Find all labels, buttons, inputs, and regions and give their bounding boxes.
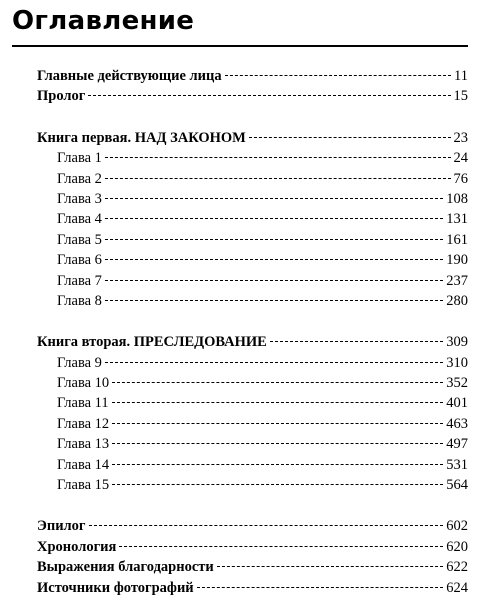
dot-leader: [112, 443, 443, 444]
toc-page-number: 190: [446, 252, 468, 269]
dot-leader: [197, 587, 444, 588]
toc-entry-label: Глава 3: [57, 190, 102, 207]
toc-chapter-entry[interactable]: [37, 291, 468, 311]
dot-leader: [270, 341, 443, 342]
toc-page-number: 23: [453, 129, 468, 146]
dot-leader: [112, 423, 443, 424]
toc-chapter-entry[interactable]: [37, 250, 468, 270]
toc-page-number: 620: [446, 538, 468, 555]
dot-leader: [249, 137, 451, 138]
page-title: Оглавление: [12, 6, 195, 36]
dot-leader: [89, 525, 444, 526]
dot-leader: [105, 300, 443, 301]
toc-entry-label: Глава 6: [57, 252, 102, 269]
toc-page-number: 602: [446, 518, 468, 535]
toc-entry-label: Глава 11: [57, 395, 109, 412]
toc-entry-label: Глава 1: [57, 150, 102, 167]
toc-entry-label: Выражения благодарности: [37, 559, 214, 576]
dot-leader: [112, 484, 443, 485]
toc-page-number: 108: [446, 190, 468, 207]
toc-entry-label: Хронология: [37, 538, 117, 555]
toc-page-number: 401: [446, 395, 468, 412]
toc-page-number: 131: [446, 211, 468, 228]
dot-leader: [105, 239, 443, 240]
toc-page-number: 309: [446, 334, 468, 351]
toc-chapter-entry[interactable]: [37, 169, 468, 189]
toc-page-number: 463: [446, 415, 468, 432]
toc-section: [37, 66, 468, 107]
toc-page-number: 352: [446, 375, 468, 392]
dot-leader: [217, 566, 444, 567]
toc-page-number: 624: [446, 579, 468, 596]
toc-entry[interactable]: [37, 66, 468, 86]
toc-entry-label: Книга вторая. ПРЕСЛЕДОВАНИЕ: [37, 334, 267, 351]
toc-page-number: 11: [454, 68, 468, 84]
toc-chapter-entry[interactable]: [37, 434, 468, 454]
dot-leader: [105, 259, 443, 260]
dot-leader: [105, 157, 451, 158]
toc-section: [37, 516, 468, 598]
table-of-contents: [37, 66, 468, 598]
toc-page-number: 531: [446, 456, 468, 473]
toc-chapter-entry[interactable]: [37, 455, 468, 475]
title-underline: [12, 45, 468, 47]
toc-chapter-entry[interactable]: [37, 373, 468, 393]
toc-entry[interactable]: [37, 516, 468, 536]
toc-entry-label: Глава 8: [57, 292, 102, 309]
toc-entry-label: Источники фотографий: [37, 579, 194, 596]
toc-entry-label: Глава 15: [57, 477, 110, 494]
toc-entry-label: Глава 7: [57, 272, 102, 289]
toc-entry[interactable]: [37, 128, 468, 148]
toc-page-number: 161: [446, 231, 468, 248]
dot-leader: [105, 362, 443, 363]
toc-entry-label: Глава 9: [57, 354, 102, 371]
toc-page-number: 622: [446, 559, 468, 576]
toc-page-number: 15: [453, 88, 468, 105]
dot-leader: [88, 95, 450, 96]
dot-leader: [105, 178, 451, 179]
toc-entry-label: Глава 14: [57, 456, 110, 473]
toc-entry-label: Пролог: [37, 88, 86, 105]
toc-entry[interactable]: [37, 332, 468, 352]
toc-page-number: 310: [446, 354, 468, 371]
toc-chapter-entry[interactable]: [37, 230, 468, 250]
toc-entry-label: Главные действующие лица: [37, 68, 222, 84]
toc-entry-label: Глава 10: [57, 375, 110, 392]
toc-chapter-entry[interactable]: [37, 353, 468, 373]
dot-leader: [105, 198, 443, 199]
dot-leader: [112, 464, 443, 465]
toc-page-number: 497: [446, 436, 468, 453]
toc-page-number: 564: [446, 477, 468, 494]
toc-section: [37, 332, 468, 495]
toc-entry-label: Глава 12: [57, 415, 110, 432]
dot-leader: [105, 280, 443, 281]
dot-leader: [105, 218, 443, 219]
toc-entry-label: Книга первая. НАД ЗАКОНОМ: [37, 129, 246, 146]
toc-chapter-entry[interactable]: [37, 148, 468, 168]
dot-leader: [112, 402, 444, 403]
toc-section: [37, 128, 468, 312]
toc-entry-label: Глава 4: [57, 211, 102, 228]
toc-chapter-entry[interactable]: [37, 393, 468, 413]
dot-leader: [225, 75, 451, 76]
toc-chapter-entry[interactable]: [37, 475, 468, 495]
toc-page-number: 280: [446, 292, 468, 309]
toc-entry[interactable]: [37, 537, 468, 557]
dot-leader: [119, 546, 443, 547]
toc-chapter-entry[interactable]: [37, 209, 468, 229]
toc-entry-label: Глава 2: [57, 170, 102, 187]
toc-entry-label: Глава 5: [57, 231, 102, 248]
dot-leader: [112, 382, 443, 383]
toc-chapter-entry[interactable]: [37, 271, 468, 291]
toc-entry[interactable]: [37, 557, 468, 577]
toc-entry-label: Эпилог: [37, 518, 86, 535]
toc-page-number: 76: [453, 170, 468, 187]
toc-page-number: 237: [446, 272, 468, 289]
toc-chapter-entry[interactable]: [37, 189, 468, 209]
toc-chapter-entry[interactable]: [37, 414, 468, 434]
toc-page-number: 24: [453, 150, 468, 167]
toc-entry[interactable]: [37, 86, 468, 106]
toc-entry-label: Глава 13: [57, 436, 110, 453]
